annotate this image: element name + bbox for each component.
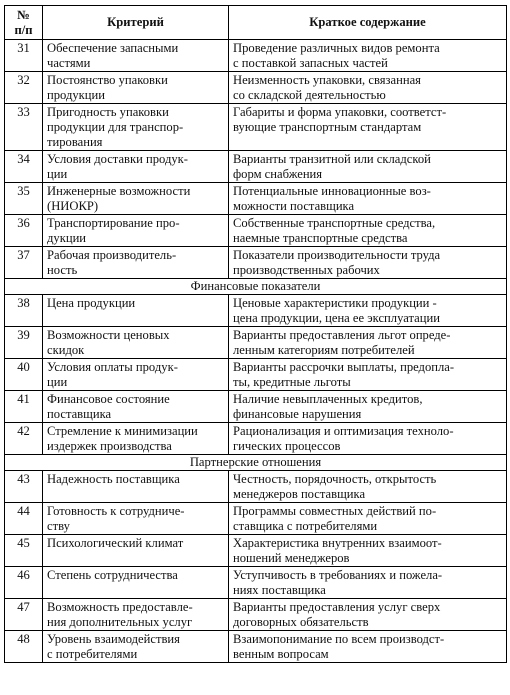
summary-cell: Программы совместных действий по- ставщика с потребителями bbox=[229, 503, 507, 535]
criterion-cell: Постоянство упаковки продукции bbox=[43, 72, 229, 104]
table-row bbox=[5, 295, 507, 327]
summary-cell: Наличие невыплаченных кредитов, финансовые нарушения bbox=[229, 391, 507, 423]
criterion-cell: Готовность к сотрудниче- ству bbox=[43, 503, 229, 535]
row-number: 42 bbox=[5, 423, 43, 455]
section-row-finance bbox=[5, 279, 507, 295]
criterion-cell: Транспортирование про- дукции bbox=[43, 215, 229, 247]
table-row bbox=[5, 631, 507, 663]
row-number: 32 bbox=[5, 72, 43, 104]
row-number: 36 bbox=[5, 215, 43, 247]
summary-cell: Характеристика внутренних взаимоот- ношений менеджеров bbox=[229, 535, 507, 567]
criterion-cell: Возможность предоставле- ния дополнительных услуг bbox=[43, 599, 229, 631]
row-number: 34 bbox=[5, 151, 43, 183]
row-number: 44 bbox=[5, 503, 43, 535]
section-row-partner bbox=[5, 455, 507, 471]
summary-cell: Рационализация и оптимизация техноло- гических процессов bbox=[229, 423, 507, 455]
table-row bbox=[5, 247, 507, 279]
criterion-cell: Степень сотрудничества bbox=[43, 567, 229, 599]
criterion-cell: Стремление к минимизации издержек производства bbox=[43, 423, 229, 455]
criterion-cell: Надежность поставщика bbox=[43, 471, 229, 503]
summary-cell: Показатели производительности труда производственных рабочих bbox=[229, 247, 507, 279]
row-number: 43 bbox=[5, 471, 43, 503]
summary-cell: Варианты рассрочки выплаты, предопла- ты, кредитные льготы bbox=[229, 359, 507, 391]
table-row bbox=[5, 567, 507, 599]
table-row bbox=[5, 599, 507, 631]
row-number: 45 bbox=[5, 535, 43, 567]
row-number: 37 bbox=[5, 247, 43, 279]
criterion-cell: Возможности ценовых скидок bbox=[43, 327, 229, 359]
criterion-cell: Пригодность упаковки продукции для транспор- тирования bbox=[43, 104, 229, 151]
table-row bbox=[5, 391, 507, 423]
row-number: 41 bbox=[5, 391, 43, 423]
table-row bbox=[5, 183, 507, 215]
table-row bbox=[5, 72, 507, 104]
header-criterion: Критерий bbox=[43, 6, 229, 40]
criterion-cell: Финансовое состояние поставщика bbox=[43, 391, 229, 423]
row-number: 39 bbox=[5, 327, 43, 359]
summary-cell: Уступчивость в требованиях и пожела- ниях поставщика bbox=[229, 567, 507, 599]
section-title-partner: Партнерские отношения bbox=[5, 455, 507, 471]
criteria-table bbox=[4, 5, 507, 663]
criterion-cell: Уровень взаимодействия с потребителями bbox=[43, 631, 229, 663]
table-row bbox=[5, 40, 507, 72]
row-number: 40 bbox=[5, 359, 43, 391]
summary-cell: Ценовые характеристики продукции - цена продукции, цена ее эксплуатации bbox=[229, 295, 507, 327]
row-number: 38 bbox=[5, 295, 43, 327]
table-row bbox=[5, 423, 507, 455]
table-row bbox=[5, 359, 507, 391]
header-summary: Краткое содержание bbox=[229, 6, 507, 40]
table-row bbox=[5, 151, 507, 183]
row-number: 48 bbox=[5, 631, 43, 663]
table-row bbox=[5, 215, 507, 247]
row-number: 31 bbox=[5, 40, 43, 72]
row-number: 35 bbox=[5, 183, 43, 215]
criterion-cell: Рабочая производитель- ность bbox=[43, 247, 229, 279]
criterion-cell: Инженерные возможности (НИОКР) bbox=[43, 183, 229, 215]
header-num-line2: п/п bbox=[14, 22, 33, 37]
summary-cell: Варианты предоставления льгот опреде- ленным категориям потребителей bbox=[229, 327, 507, 359]
summary-cell: Неизменность упаковки, связанная со складской деятельностью bbox=[229, 72, 507, 104]
criterion-cell: Обеспечение запасными частями bbox=[43, 40, 229, 72]
table-row bbox=[5, 104, 507, 151]
row-number: 46 bbox=[5, 567, 43, 599]
section-title-finance: Финансовые показатели bbox=[5, 279, 507, 295]
row-number: 33 bbox=[5, 104, 43, 151]
table-row bbox=[5, 503, 507, 535]
summary-cell: Варианты транзитной или складской форм снабжения bbox=[229, 151, 507, 183]
table-row bbox=[5, 471, 507, 503]
header-num bbox=[5, 6, 43, 40]
summary-cell: Взаимопонимание по всем производст- венным вопросам bbox=[229, 631, 507, 663]
summary-cell: Варианты предоставления услуг сверх договорных обязательств bbox=[229, 599, 507, 631]
summary-cell: Проведение различных видов ремонта с поставкой запасных частей bbox=[229, 40, 507, 72]
header-num-line1: № bbox=[17, 7, 30, 22]
table-row bbox=[5, 535, 507, 567]
criterion-cell: Условия оплаты продук- ции bbox=[43, 359, 229, 391]
summary-cell: Потенциальные инновационные воз- можности поставщика bbox=[229, 183, 507, 215]
table-header-row bbox=[5, 6, 507, 40]
summary-cell: Собственные транспортные средства, наемные транспортные средства bbox=[229, 215, 507, 247]
criterion-cell: Цена продукции bbox=[43, 295, 229, 327]
criterion-cell: Условия доставки продук- ции bbox=[43, 151, 229, 183]
summary-cell: Честность, порядочность, открытость менеджеров поставщика bbox=[229, 471, 507, 503]
row-number: 47 bbox=[5, 599, 43, 631]
criterion-cell: Психологический климат bbox=[43, 535, 229, 567]
summary-cell: Габариты и форма упаковки, соответст- вующие транспортным стандартам bbox=[229, 104, 507, 151]
table-row bbox=[5, 327, 507, 359]
